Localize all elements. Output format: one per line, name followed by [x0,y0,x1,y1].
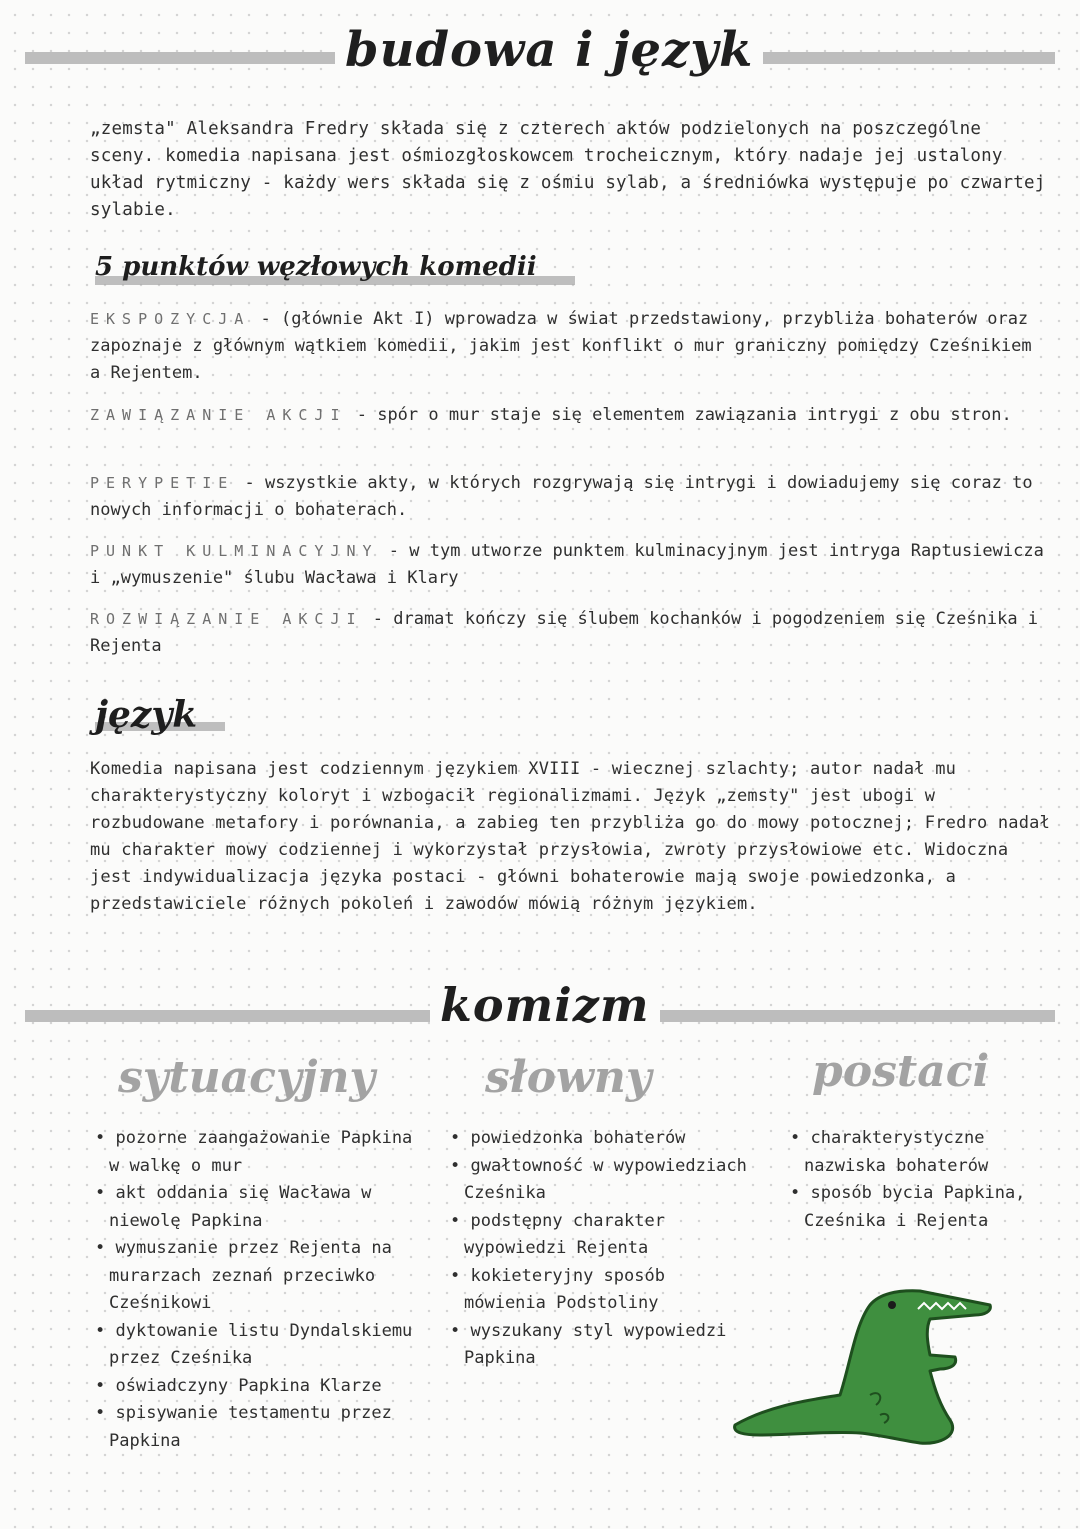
column-characters [790,1125,1055,1235]
point-term: PUNKT KULMINACYJNY [90,542,379,560]
point-exposition [90,306,1050,387]
list-item: • charakterystyczne nazwiska bohaterów [790,1125,1055,1180]
list-item: • spisywanie testamentu przez Papkina [95,1400,420,1455]
crocodile-eye [888,1301,896,1309]
list-item: • powiedzonka bohaterów [450,1125,755,1153]
language-heading: język [95,694,198,736]
column-heading-verbal: słowny [485,1052,652,1103]
column-heading-characters: postaci [812,1046,990,1097]
point-peripeteia [90,470,1050,524]
language-paragraph: Komedia napisana jest codziennym językiem XVIII - wiecznej szlachty; autor nadał mu charakterystyczny koloryt i wzbogacił regionalizmami. Język „zemsty" jest ubogi w rozbudowane metafory i porównania, a zabieg ten przybliża go do mowy potocznej; Fredro nadał mu charakter mowy codziennej i wykorzystał przysłowia, zwroty przysłowiowe etc. Widoczna jest indywidualizacja języka postaci - główni bohaterowie mają swoje powiedzonka, a przedstawiciele różnych pokoleń i zawodów mówią różnym językiem. [90,759,1051,914]
list-item: • dyktowanie listu Dyndalskiemu przez Cześnika [95,1318,420,1373]
comedy-heading: komizm [430,978,660,1032]
list-item: • sposób bycia Papkina, Cześnika i Rejenta [790,1180,1055,1235]
list-item: • wyszukany styl wypowiedzi Papkina [450,1318,755,1373]
list-item: • oświadczyny Papkina Klarze [95,1373,420,1401]
point-term: ZAWIĄZANIE AKCJI [90,406,347,424]
point-text: - wszystkie akty, w których rozgrywają się intrygi i dowiadujemy się coraz to nowych informacji o bohaterach. [90,473,1033,520]
column-verbal [450,1125,755,1373]
point-term: PERYPETIE [90,474,235,492]
point-text: - spór o mur staje się elementem zawiązania intrygi z obu stron. [346,405,1012,425]
page-title: budowa i język [335,22,763,78]
title-rule-right [720,52,1055,64]
list-item: • gwałtowność w wypowiedziach Cześnika [450,1153,755,1208]
point-complication [90,402,1050,429]
list-item: • pozorne zaangażowanie Papkina w walkę o mur [95,1125,420,1180]
column-heading-situational: sytuacyjny [118,1052,375,1103]
point-term: ROZWIĄZANIE AKCJI [90,610,363,628]
list-item: • kokieteryjny sposób mówienia Podstoliny [450,1263,755,1318]
intro-paragraph: „zemsta" Aleksandra Fredry składa się z czterech aktów podzielonych na poszczególne sceny. komedia napisana jest ośmiozgłoskowcem trocheicznym, który nadaje jej ustalony układ rytmiczny - każdy wers składa się z ośmiu sylab, a średniówka występuje po czwartej sylabie. [90,119,1046,220]
point-text: - dramat kończy się ślubem kochanków i pogodzeniem się Cześnika i Rejenta [90,609,1039,656]
characters-list [790,1125,1055,1235]
point-text: - w tym utworze punktem kulminacyjnym jest intryga Raptusiewicza i „wymuszenie" ślubu Wacława i Klary [90,541,1044,588]
list-item: • akt oddania się Wacława w niewolę Papkina [95,1180,420,1235]
list-item: • podstępny charakter wypowiedzi Rejenta [450,1208,755,1263]
title-rule-left [25,52,345,64]
column-situational [95,1125,420,1455]
crocodile-illustration [730,1285,1000,1450]
points-heading: 5 punktów węzłowych komedii [95,252,537,282]
point-text: - (głównie Akt I) wprowadza w świat przedstawiony, przybliża bohaterów oraz zapoznaje z głównym wątkiem komedii, jakim jest konflikt o mur graniczny pomiędzy Cześnikiem a Rejentem. [90,309,1032,383]
point-resolution [90,606,1050,660]
comedy-rule-left [25,1010,435,1022]
point-climax [90,538,1050,592]
list-item: • wymuszanie przez Rejenta na murarzach zeznań przeciwko Cześnikowi [95,1235,420,1318]
point-term: EKSPOZYCJA [90,310,251,328]
situational-list [95,1125,420,1455]
verbal-list [450,1125,755,1373]
comedy-rule-right [655,1010,1055,1022]
